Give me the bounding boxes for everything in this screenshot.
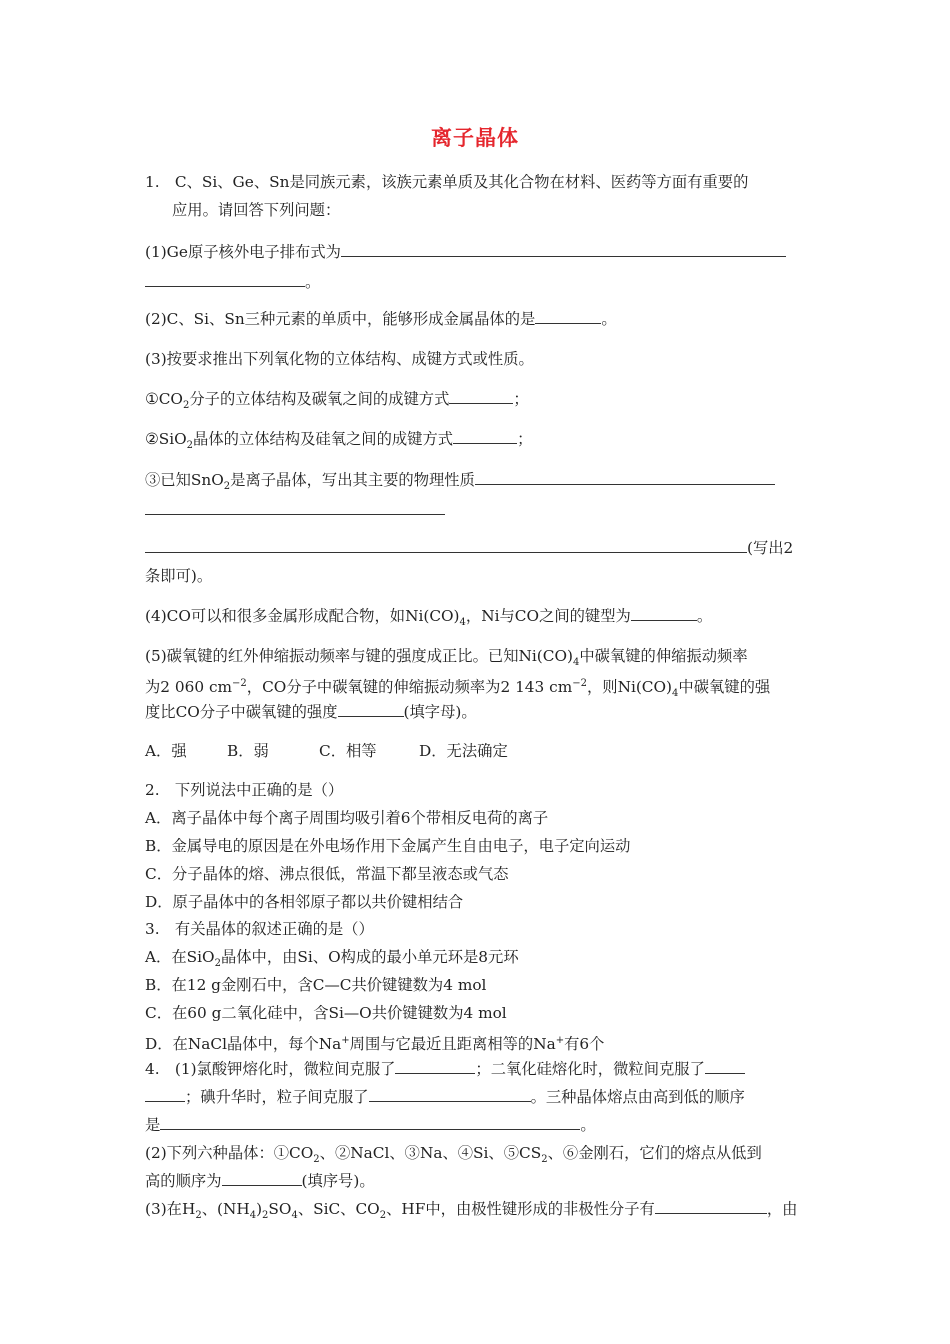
- q2-stem: 2. 下列说法中正确的是（）: [145, 781, 344, 799]
- q4-line3: 是 。: [145, 1116, 596, 1134]
- q4-line4: (2)下列六种晶体：$①CO_2$、②NaCl、③Na、④Si、$⑤CS_2$、⑥金刚石，它们的熔点从低到: [145, 1144, 762, 1166]
- q1-part5-line1: (5)碳氧键的红外伸缩振动频率与键的强度成正比。已知$Ni(CO)_4$中碳氧键的伸缩振动频率: [145, 647, 748, 669]
- q1-stem: 1. C、Si、Ge、Sn是同族元素，该族元素单质及其化合物在材料、医药等方面有重要的: [145, 173, 749, 191]
- q4-line2: ；碘升华时，粒子间克服了 。三种晶体熔点由高到低的顺序: [145, 1087, 745, 1107]
- q3-stem: 3. 有关晶体的叙述正确的是（）: [145, 920, 374, 938]
- q1-part3-3-cont2: (写出2: [145, 538, 793, 558]
- answer-blank[interactable]: [705, 1059, 745, 1074]
- option-a[interactable]: A．强: [145, 742, 187, 760]
- q2-option-c[interactable]: C．分子晶体的熔、沸点很低，常温下都呈液态或气态: [145, 865, 509, 883]
- answer-blank[interactable]: [655, 1199, 767, 1214]
- q1-part3-3-cont: [145, 500, 445, 520]
- q1-stem-cont: 应用。请回答下列问题：: [172, 201, 341, 219]
- answer-blank[interactable]: [341, 242, 786, 257]
- answer-blank[interactable]: [631, 606, 697, 621]
- q1-part3-2: ②SiO$_2$晶体的立体结构及硅氧之间的成键方式 ；: [145, 430, 533, 452]
- q4-line5: 高的顺序为 (填序号)。: [145, 1172, 375, 1190]
- q3-option-a[interactable]: A．在SiO$_2$晶体中，由Si、O构成的最小单元环是8元环: [145, 948, 519, 970]
- q1-part4: (4)CO可以和很多金属形成配合物，如$Ni(CO)_4$，Ni与CO之间的键型为 。: [145, 607, 713, 629]
- answer-blank[interactable]: [453, 429, 517, 444]
- answer-blank[interactable]: [475, 470, 775, 485]
- q3-option-c[interactable]: C．在60 g二氧化硅中，含Si—O共价键键数为4 mol: [145, 1004, 507, 1022]
- q2-option-b[interactable]: B．金属导电的原因是在外电场作用下金属产生自由电子，电子定向运动: [145, 837, 631, 855]
- q1-part3-3: ③已知SnO$_2$是离子晶体，写出其主要的物理性质: [145, 470, 775, 497]
- option-c[interactable]: C．相等: [319, 742, 377, 760]
- answer-blank[interactable]: [145, 272, 305, 287]
- q1-part2: (2)C、Si、Sn三种元素的单质中，能够形成金属晶体的是 。: [145, 310, 617, 328]
- answer-blank[interactable]: [449, 389, 513, 404]
- q3-option-d[interactable]: D．在NaCl晶体中，每个Na+周围与它最近且距离相等的Na+有6个: [145, 1035, 605, 1054]
- answer-blank[interactable]: [535, 309, 601, 324]
- answer-blank[interactable]: [160, 1115, 580, 1130]
- answer-blank[interactable]: [395, 1059, 475, 1074]
- answer-blank[interactable]: [369, 1087, 531, 1102]
- answer-blank[interactable]: [338, 702, 404, 717]
- q2-option-d[interactable]: D．原子晶体中的各相邻原子都以共价键相结合: [145, 893, 464, 911]
- q1-part3-3-cont3: 条即可)。: [145, 567, 213, 585]
- page-title: 离子晶体: [431, 126, 519, 150]
- q1-part1-cont: 。: [145, 272, 320, 292]
- q4-line1: 4. (1)氯酸钾熔化时，微粒间克服了 ；二氧化硅熔化时，微粒间克服了: [145, 1059, 745, 1079]
- q3-option-b[interactable]: B．在12 g金刚石中，含C—C共价键键数为4 mol: [145, 976, 487, 994]
- answer-blank[interactable]: [222, 1171, 302, 1186]
- answer-blank[interactable]: [145, 1087, 185, 1102]
- q1-part3: (3)按要求推出下列氧化物的立体结构、成键方式或性质。: [145, 350, 534, 368]
- answer-blank[interactable]: [145, 500, 445, 515]
- q1-part5-line3: 度比CO分子中碳氧键的强度 (填字母)。: [145, 703, 477, 721]
- q4-line6: (3)在$H_2$、$(NH_4)_2SO_4$、SiC、$CO_2$、HF中，由极性键形成的非极性分子有 ，由: [145, 1200, 798, 1222]
- q1-options: [145, 741, 508, 761]
- q1-part5-line2: 为2 060 $cm^{-2}$，CO分子中碳氧键的伸缩振动频率为2 143 $cm^{-2}$，则$Ni(CO)_4$中碳氧键的强: [145, 678, 771, 700]
- option-d[interactable]: D．无法确定: [419, 742, 508, 760]
- q1-part1: (1)Ge原子核外电子排布式为: [145, 242, 786, 262]
- q1-part3-1: $①CO_2$分子的立体结构及碳氧之间的成键方式 ；: [145, 390, 529, 412]
- q2-option-a[interactable]: A．离子晶体中每个离子周围均吸引着6个带相反电荷的离子: [145, 809, 549, 827]
- option-b[interactable]: B．弱: [227, 742, 269, 760]
- answer-blank[interactable]: [145, 538, 747, 553]
